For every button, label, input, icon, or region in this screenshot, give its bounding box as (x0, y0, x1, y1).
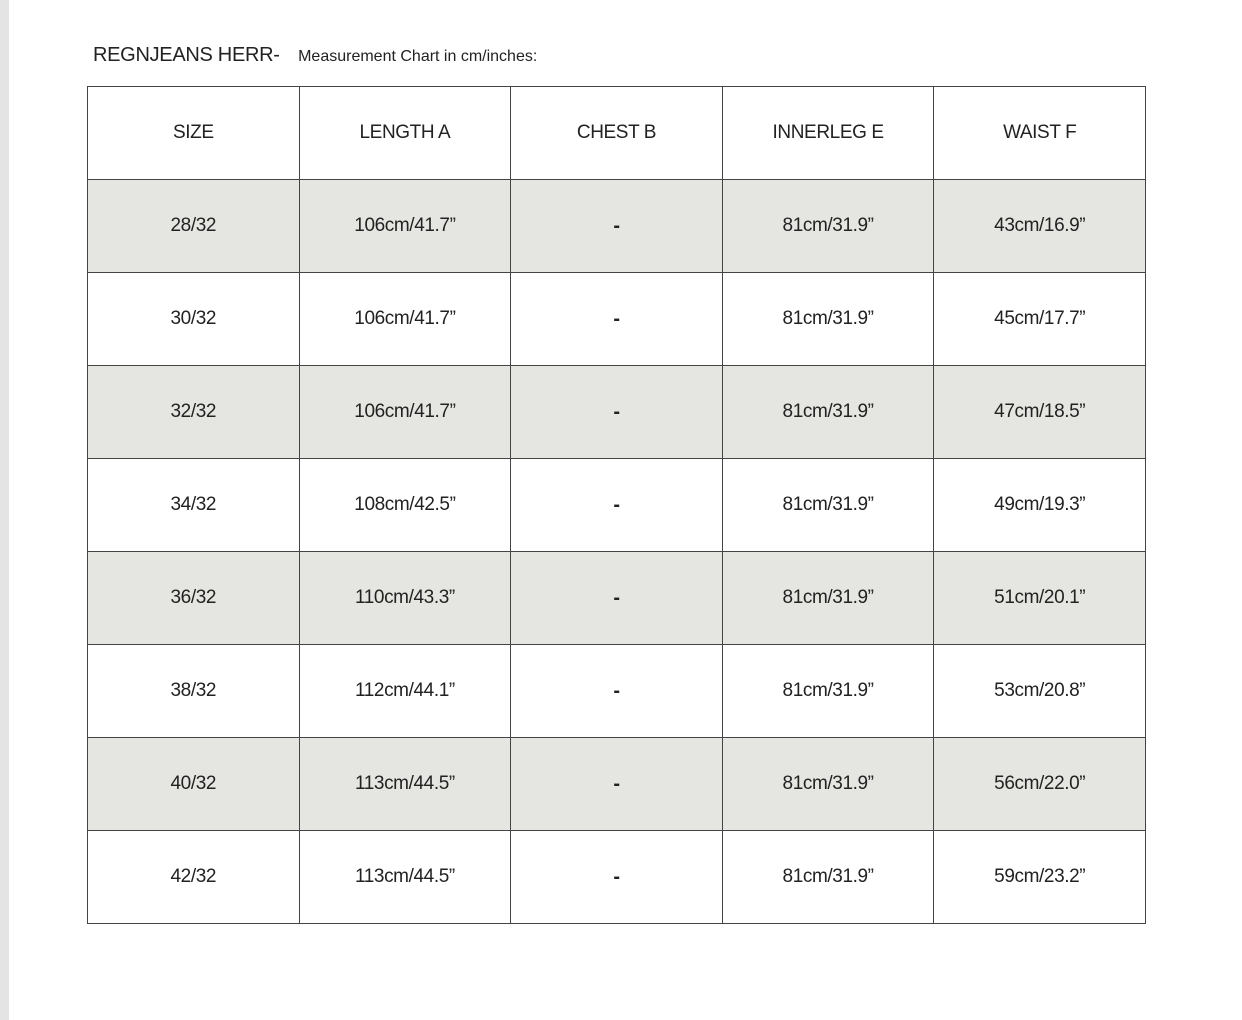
cell-innerleg: 81cm/31.9” (722, 273, 934, 366)
cell-length: 108cm/42.5” (299, 459, 511, 552)
cell-chest: - (511, 366, 723, 459)
table-row (88, 552, 1146, 645)
cell-chest: - (511, 738, 723, 831)
table-row (88, 273, 1146, 366)
cell-waist: 45cm/17.7” (934, 273, 1146, 366)
cell-size: 34/32 (88, 459, 300, 552)
cell-length: 113cm/44.5” (299, 738, 511, 831)
header-waist: WAIST F (934, 87, 1146, 180)
page-left-edge (0, 0, 9, 1020)
table-row (88, 180, 1146, 273)
cell-waist: 56cm/22.0” (934, 738, 1146, 831)
cell-chest: - (511, 831, 723, 924)
cell-innerleg: 81cm/31.9” (722, 180, 934, 273)
cell-length: 110cm/43.3” (299, 552, 511, 645)
cell-innerleg: 81cm/31.9” (722, 552, 934, 645)
cell-length: 113cm/44.5” (299, 831, 511, 924)
cell-waist: 49cm/19.3” (934, 459, 1146, 552)
cell-size: 42/32 (88, 831, 300, 924)
document-header (93, 44, 537, 67)
cell-length: 106cm/41.7” (299, 273, 511, 366)
cell-chest: - (511, 273, 723, 366)
cell-innerleg: 81cm/31.9” (722, 366, 934, 459)
cell-waist: 43cm/16.9” (934, 180, 1146, 273)
table-row (88, 459, 1146, 552)
table-row (88, 738, 1146, 831)
cell-size: 32/32 (88, 366, 300, 459)
cell-chest: - (511, 552, 723, 645)
document-subtitle: Measurement Chart in cm/inches: (298, 48, 538, 65)
cell-size: 28/32 (88, 180, 300, 273)
header-size: SIZE (88, 87, 300, 180)
table-row (88, 645, 1146, 738)
table-header-row (88, 87, 1146, 180)
cell-innerleg: 81cm/31.9” (722, 459, 934, 552)
table-row (88, 831, 1146, 924)
header-innerleg: INNERLEG E (722, 87, 934, 180)
table-row (88, 366, 1146, 459)
cell-chest: - (511, 180, 723, 273)
cell-waist: 53cm/20.8” (934, 645, 1146, 738)
measurement-table (87, 86, 1146, 924)
cell-length: 106cm/41.7” (299, 180, 511, 273)
cell-size: 40/32 (88, 738, 300, 831)
cell-innerleg: 81cm/31.9” (722, 831, 934, 924)
cell-length: 112cm/44.1” (299, 645, 511, 738)
document-title: REGNJEANS HERR- (93, 44, 280, 66)
cell-chest: - (511, 459, 723, 552)
cell-innerleg: 81cm/31.9” (722, 645, 934, 738)
cell-size: 36/32 (88, 552, 300, 645)
cell-waist: 59cm/23.2” (934, 831, 1146, 924)
cell-chest: - (511, 645, 723, 738)
cell-size: 30/32 (88, 273, 300, 366)
cell-size: 38/32 (88, 645, 300, 738)
cell-waist: 51cm/20.1” (934, 552, 1146, 645)
cell-innerleg: 81cm/31.9” (722, 738, 934, 831)
cell-length: 106cm/41.7” (299, 366, 511, 459)
cell-waist: 47cm/18.5” (934, 366, 1146, 459)
header-length: LENGTH A (299, 87, 511, 180)
header-chest: CHEST B (511, 87, 723, 180)
